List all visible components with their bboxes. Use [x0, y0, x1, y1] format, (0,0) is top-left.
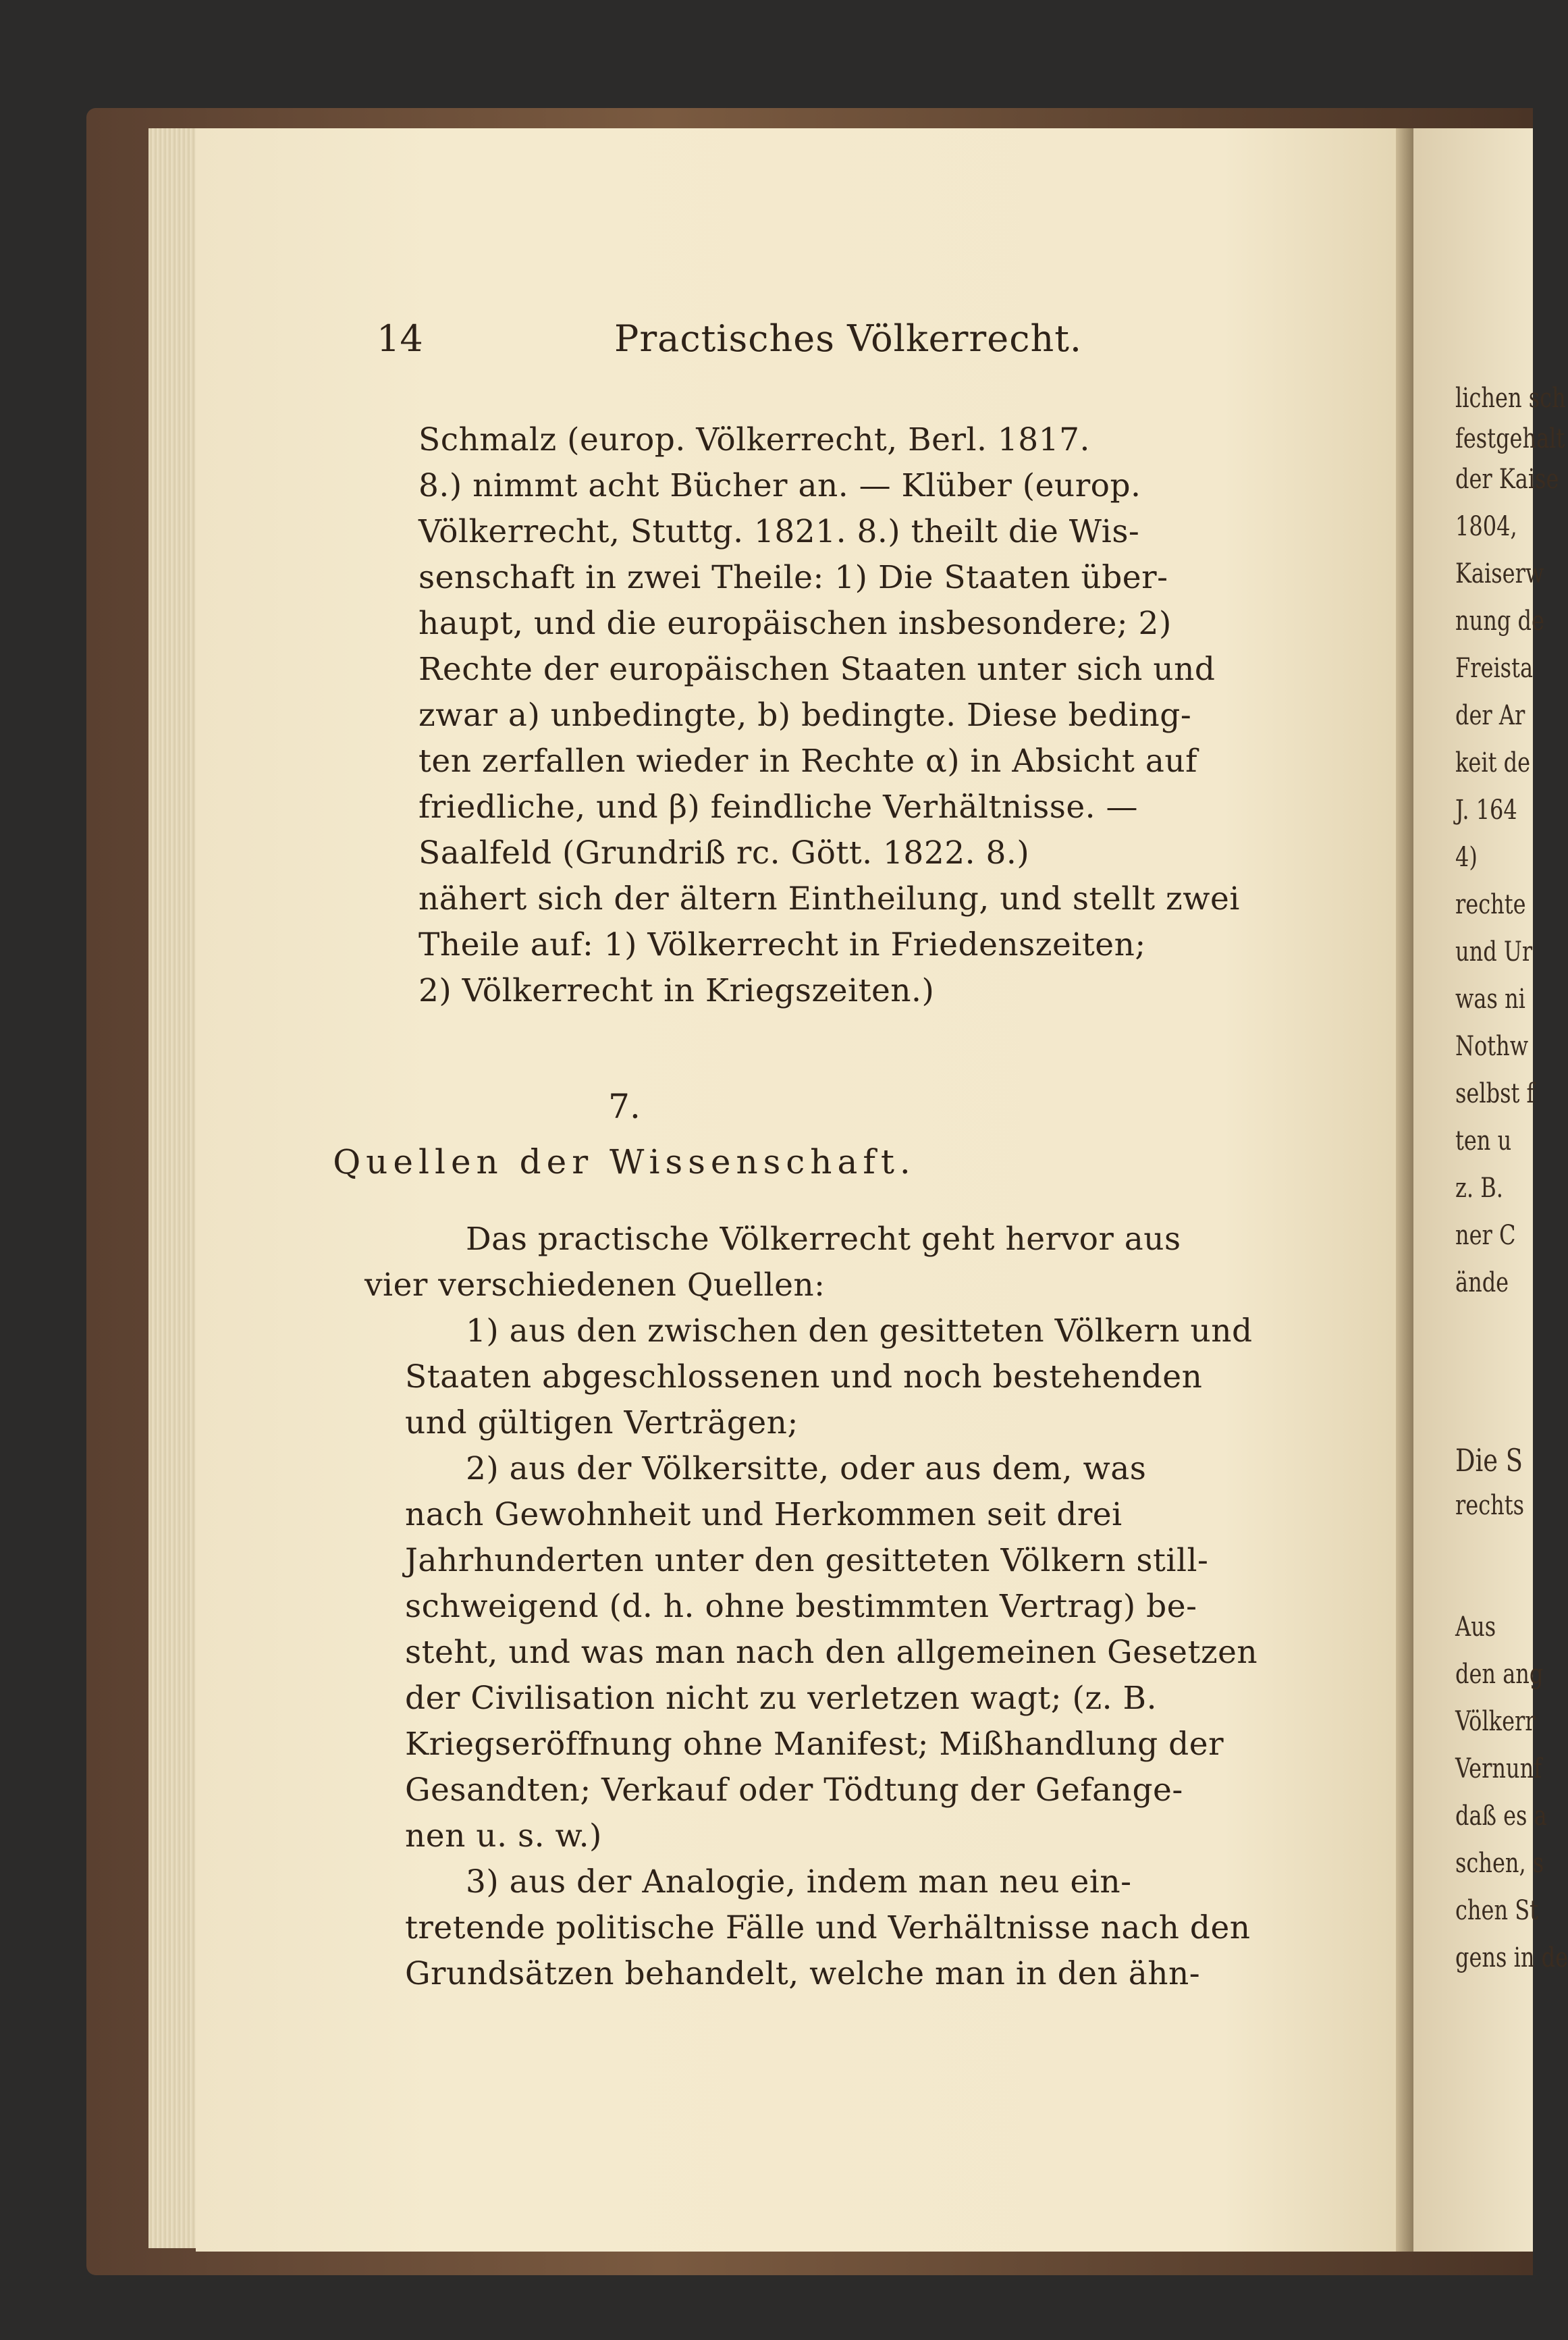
facing-page-line: ner C	[1455, 1220, 1516, 1251]
facing-page-line: Kaiserw	[1455, 558, 1544, 589]
page-number: 14	[377, 317, 423, 360]
facing-page-line: lichen sch	[1455, 383, 1566, 414]
text-line: 2) aus der Völkersitte, oder aus dem, was	[466, 1450, 1147, 1487]
facing-page-line: der Kaise	[1455, 464, 1559, 495]
text-line: nen u. s. w.)	[405, 1817, 602, 1855]
running-head: Practisches Völkerrecht.	[614, 317, 1083, 360]
text-line: und gültigen Verträgen;	[405, 1404, 799, 1441]
facing-page-line: Die S	[1455, 1442, 1523, 1479]
facing-page-line: ände	[1455, 1267, 1509, 1298]
facing-page-line: was ni	[1455, 984, 1525, 1015]
text-line: Saalfeld (Grundriß rc. Gött. 1822. 8.)	[418, 834, 1030, 872]
text-line: vier verschiedenen Quellen:	[364, 1267, 826, 1304]
text-line: Grundsätzen behandelt, welche man in den ähn-	[405, 1955, 1201, 1992]
facing-page-line: rechts	[1455, 1490, 1525, 1521]
text-line: Das practische Völkerrecht geht hervor aus	[466, 1221, 1181, 1258]
text-line: Jahrhunderten unter den gesitteten Völkern still-	[405, 1542, 1209, 1579]
facing-page-line: keit de	[1455, 747, 1531, 778]
text-line: zwar a) unbedingte, b) bedingte. Diese beding-	[418, 697, 1192, 734]
facing-page-line: schen, s	[1455, 1848, 1544, 1879]
section-title: Quellen der Wissenschaft.	[333, 1142, 916, 1181]
text-line: schweigend (d. h. ohne bestimmten Vertrag) be-	[405, 1588, 1197, 1625]
text-line: Völkerrecht, Stuttg. 1821. 8.) theilt die Wis-	[418, 513, 1140, 550]
page-header	[196, 317, 1404, 365]
text-line: nach Gewohnheit und Herkommen seit drei	[405, 1496, 1123, 1533]
facing-page-line: J. 164	[1455, 795, 1517, 826]
text-line: ten zerfallen wieder in Rechte α) in Absicht auf	[418, 743, 1198, 780]
facing-page-line: nung de	[1455, 606, 1544, 637]
facing-page-line: Nothw	[1455, 1031, 1529, 1062]
facing-page-fragment	[1413, 128, 1568, 2252]
facing-page-line: rechte	[1455, 889, 1526, 920]
facing-page-line: und Ur	[1455, 936, 1533, 967]
facing-page-line: Völkerr	[1455, 1706, 1536, 1737]
facing-page-line: gens in de	[1455, 1942, 1568, 1973]
facing-page-line: der Ar	[1455, 700, 1525, 731]
text-line: 2) Völkerrecht in Kriegszeiten.)	[418, 972, 935, 1009]
text-line: steht, und was man nach den allgemeinen Gesetzen	[405, 1634, 1258, 1671]
text-line: haupt, und die europäischen insbesondere; 2)	[418, 605, 1172, 642]
book-gutter	[1396, 128, 1413, 2252]
text-line: der Civilisation nicht zu verletzen wagt; (z. B.	[405, 1680, 1158, 1717]
facing-page-line: selbst f	[1455, 1078, 1535, 1109]
text-line: nähert sich der ältern Eintheilung, und stellt zwei	[418, 880, 1240, 918]
text-line: Schmalz (europ. Völkerrecht, Berl. 1817.	[418, 421, 1090, 458]
text-line: tretende politische Fälle und Verhältnisse nach den	[405, 1909, 1251, 1946]
text-line: friedliche, und β) feindliche Verhältnisse. —	[418, 789, 1139, 826]
text-line: 8.) nimmt acht Bücher an. — Klüber (europ.	[418, 467, 1141, 504]
text-line: Theile auf: 1) Völkerrecht in Friedenszeiten;	[418, 926, 1146, 963]
text-line: Rechte der europäischen Staaten unter sich und	[418, 651, 1216, 688]
facing-page-line: Freista	[1455, 653, 1534, 684]
facing-page-line: chen St	[1455, 1895, 1539, 1926]
facing-page-line: 4)	[1455, 842, 1478, 873]
facing-page-line: festgehalt	[1455, 423, 1565, 454]
facing-page-line: Vernunf	[1455, 1753, 1542, 1784]
text-line: Staaten abgeschlossenen und noch bestehenden	[405, 1358, 1203, 1395]
facing-page-line: 1804,	[1455, 511, 1517, 542]
facing-page-line: daß es a	[1455, 1801, 1547, 1832]
text-line: Kriegseröffnung ohne Manifest; Mißhandlung der	[405, 1726, 1224, 1763]
section-number: 7.	[608, 1087, 641, 1126]
text-line: senschaft in zwei Theile: 1) Die Staaten über-	[418, 559, 1168, 596]
facing-page-line: den ang	[1455, 1659, 1544, 1690]
facing-page-line: Aus	[1455, 1612, 1496, 1643]
text-line: 1) aus den zwischen den gesitteten Völkern und	[466, 1312, 1253, 1350]
facing-page-line: z. B.	[1455, 1173, 1503, 1204]
facing-page-line: ten u	[1455, 1125, 1512, 1156]
text-line: Gesandten; Verkauf oder Tödtung der Gefange-	[405, 1772, 1183, 1809]
text-line: 3) aus der Analogie, indem man neu ein-	[466, 1863, 1132, 1900]
left-page	[196, 128, 1404, 2252]
